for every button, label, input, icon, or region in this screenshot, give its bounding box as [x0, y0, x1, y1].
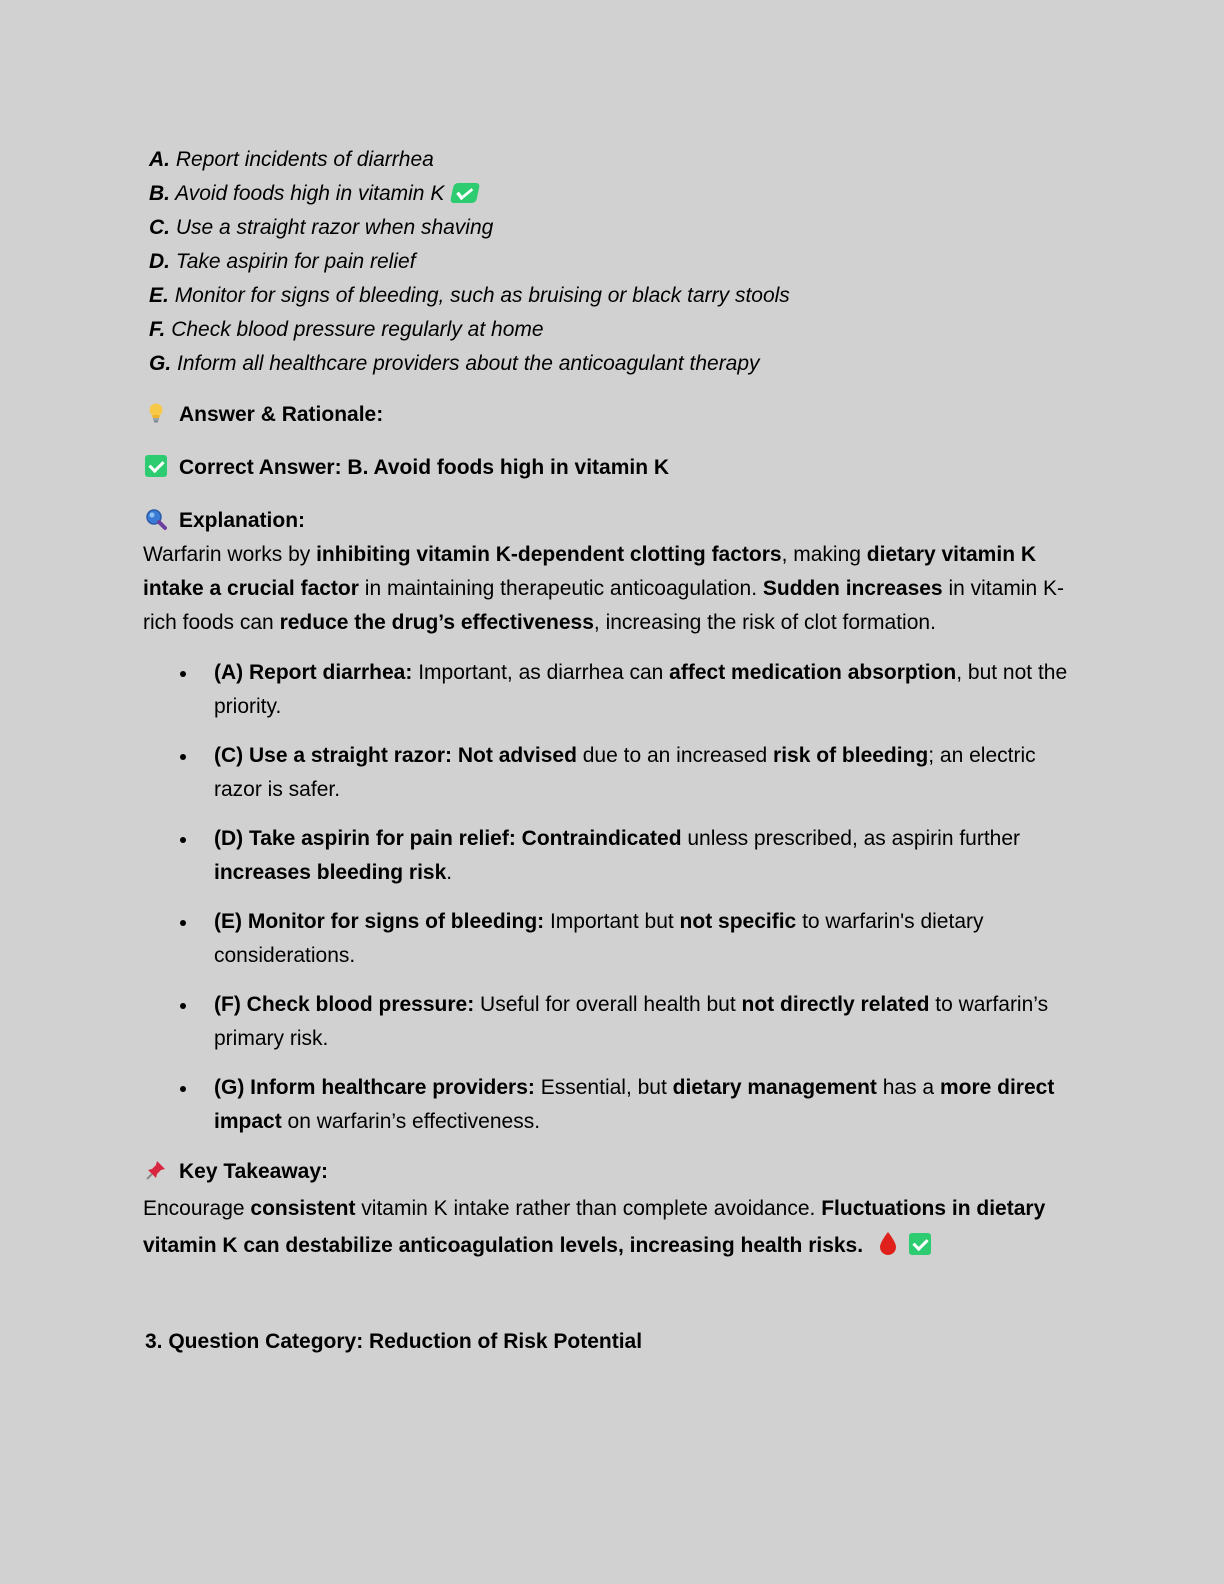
rationale-list — [178, 656, 1078, 1154]
rationale-item-a: (A) Report diarrhea: Important, as diarrhea can affect medication absorption, but not the priority. — [178, 656, 1078, 724]
magnifying-glass-icon — [145, 508, 167, 530]
option-d: D. Take aspirin for pain relief — [149, 250, 416, 273]
correct-answer-line: Correct Answer: B. Avoid foods high in vitamin K — [145, 453, 669, 483]
key-takeaway-heading: Key Takeaway: — [145, 1157, 328, 1187]
answer-rationale-heading: Answer & Rationale: — [145, 400, 383, 430]
takeaway-paragraph: Encourage consistent vitamin K intake rather than complete avoidance. Fluctuations in dietary vitamin K can destabilize anticoagulation levels, increasing health risks. — [143, 1197, 1046, 1257]
light-bulb-icon — [145, 402, 167, 424]
option-e: E. Monitor for signs of bleeding, such as bruising or black tarry stools — [149, 284, 790, 307]
check-mark-icon — [145, 455, 167, 477]
option-c: C. Use a straight razor when shaving — [149, 216, 494, 239]
option-f: F. Check blood pressure regularly at home — [149, 318, 544, 341]
rationale-item-d: (D) Take aspirin for pain relief: Contraindicated unless prescribed, as aspirin further increases bleeding risk. — [178, 822, 1078, 890]
check-mark-icon — [909, 1233, 931, 1255]
option-g: G. Inform all healthcare providers about the anticoagulant therapy — [149, 352, 760, 375]
next-question-heading: 3. Question Category: Reduction of Risk Potential — [145, 1330, 643, 1353]
rationale-item-e: (E) Monitor for signs of bleeding: Important but not specific to warfarin's dietary considerations. — [178, 905, 1078, 973]
check-mark-icon — [450, 183, 480, 203]
rationale-item-g: (G) Inform healthcare providers: Essential, but dietary management has a more direct impact on warfarin’s effectiveness. — [178, 1071, 1078, 1139]
rationale-item-c: (C) Use a straight razor: Not advised due to an increased risk of bleeding; an electric razor is safer. — [178, 739, 1078, 807]
option-a: A. Report incidents of diarrhea — [149, 148, 434, 171]
answer-options — [149, 143, 790, 381]
pushpin-icon — [145, 1159, 167, 1181]
option-b: B. Avoid foods high in vitamin K — [149, 177, 790, 211]
explanation-heading: Explanation: — [145, 506, 305, 536]
blood-drop-icon — [877, 1231, 899, 1255]
explanation-paragraph: Warfarin works by inhibiting vitamin K-dependent clotting factors, making dietary vitamin K intake a crucial factor in maintaining therapeutic anticoagulation. Sudden increases in vitamin K-rich foods can reduce the drug’s effectiveness, increasing the risk of clot formation. — [143, 543, 1064, 634]
rationale-item-f: (F) Check blood pressure: Useful for overall health but not directly related to warfarin’s primary risk. — [178, 988, 1078, 1056]
